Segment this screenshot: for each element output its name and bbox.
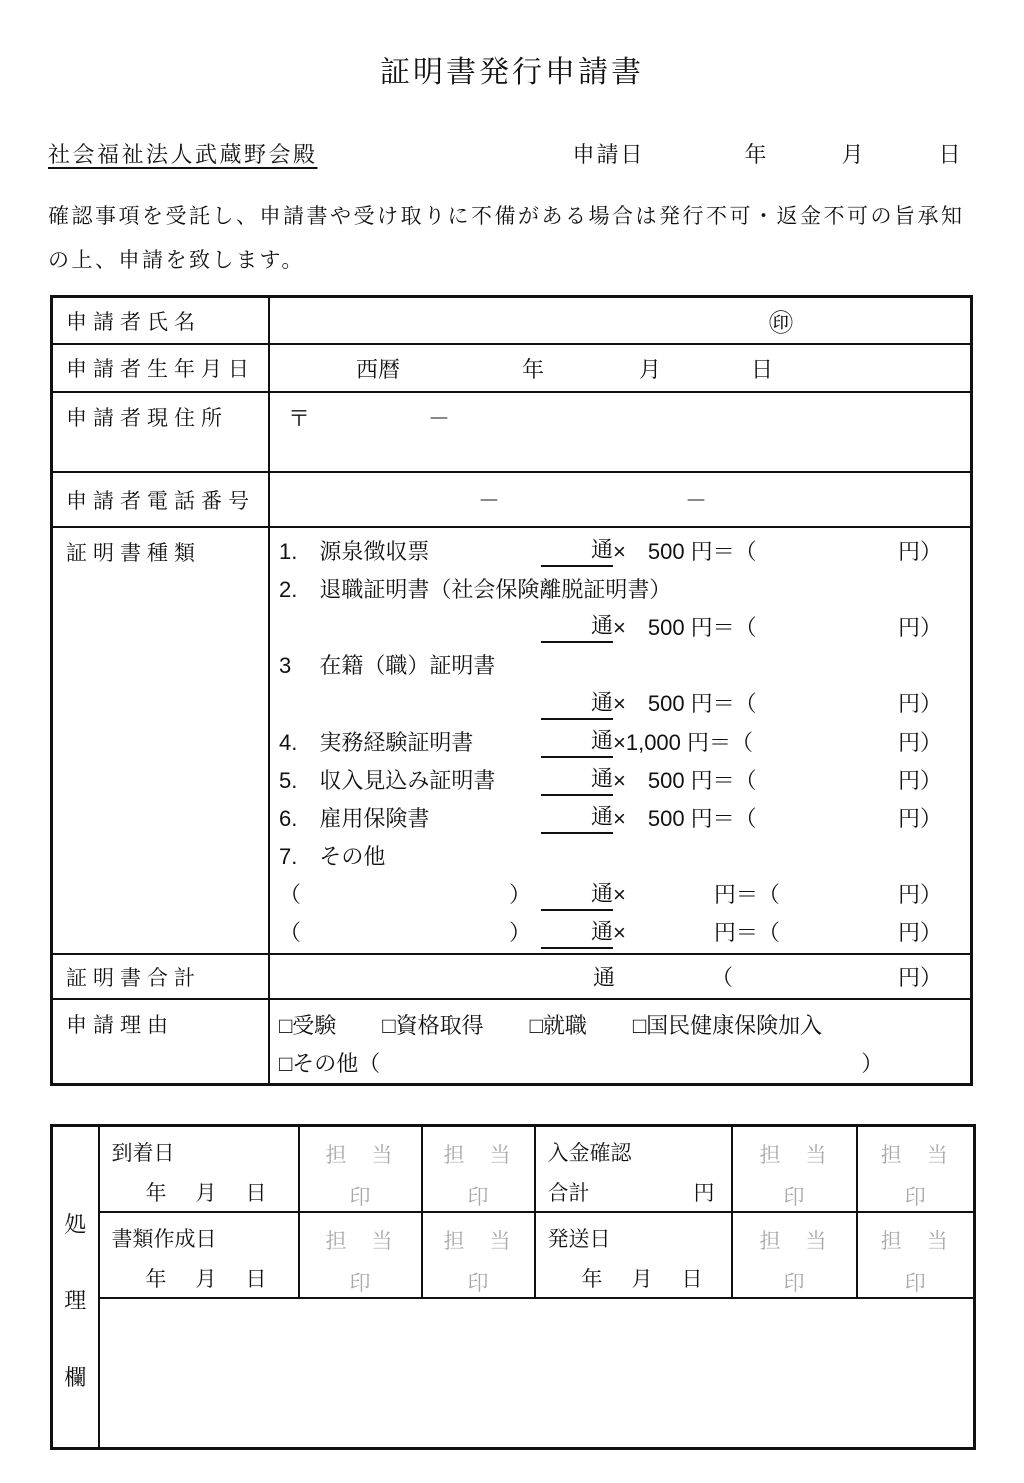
multiplier-text: × 500 円＝（ [613, 614, 757, 640]
multiplier-text: ×1,000 円＝（ [613, 729, 754, 755]
processing-row-2 [52, 1212, 975, 1298]
birth-year-label: 年 [522, 356, 545, 382]
cert-line-2 [279, 569, 970, 607]
staff-label: 担 当 [880, 1230, 950, 1253]
processing-side-label [53, 1137, 98, 1437]
side-char-2: 理 [64, 1288, 87, 1314]
row-certificate-types [53, 526, 970, 953]
row-phone [53, 471, 970, 526]
staff-label: 担 当 [443, 1144, 513, 1167]
multiplier-text: × 500 円＝（ [613, 767, 757, 793]
other-name-parens [279, 878, 541, 909]
copies-underline-field: 通 [541, 762, 613, 796]
staff-label: 担 当 [880, 1144, 950, 1167]
staff-label: 担 当 [759, 1230, 829, 1253]
phone-label: 申請者電話番号 [53, 473, 270, 526]
yen-close: 円） [897, 882, 942, 908]
yen-close: 円） [897, 614, 942, 640]
apply-date-month-label: 月 [841, 142, 864, 167]
apply-date-label: 申請日 [572, 142, 645, 167]
birth-date-label: 申請者生年月日 [53, 345, 270, 391]
staff-stamp-cell [299, 1126, 422, 1213]
cert-line-1 [279, 531, 970, 569]
cert-line-4 [279, 722, 970, 760]
applicant-name-field [270, 298, 970, 343]
copies-underline-field: 通 [541, 915, 613, 949]
applicant-name-label: 申請者氏名 [53, 298, 270, 343]
total-copies-unit: 通 [593, 965, 616, 990]
processing-row-3 [52, 1298, 975, 1448]
page-title: 証明書発行申請書 [380, 56, 644, 89]
other-name-parens [279, 916, 541, 947]
staff-label: 担 当 [443, 1230, 513, 1253]
postal-mark: 〒 [288, 406, 311, 431]
ship-date-blanks: 年 月 日 [581, 1268, 707, 1291]
multiplier-text: × 500 円＝（ [613, 805, 757, 831]
copies-underline-field: 通 [541, 724, 613, 758]
certificate-types-label: 証明書種類 [53, 528, 270, 953]
copies-underline-field: 通 [541, 533, 613, 567]
cert-line-3 [279, 646, 970, 684]
processing-row-1 [52, 1126, 975, 1213]
copies-underline-field: 通 [541, 877, 613, 911]
arrival-date-label: 到着日 [111, 1142, 175, 1165]
stamp-label: 印 [349, 1186, 371, 1209]
checkbox-option-qualification: □資格取得 [382, 1012, 484, 1038]
row-certificate-total [53, 953, 970, 998]
checkbox-option-health-insurance: □国民健康保険加入 [632, 1012, 823, 1038]
payment-total-label: 合計 [547, 1182, 590, 1205]
other-close-paren: ） [861, 1050, 884, 1076]
phone-dash-1: － [478, 488, 501, 513]
row-application-reason [53, 998, 970, 1083]
stamp-label: 印 [783, 1186, 805, 1209]
apply-date-year-label: 年 [744, 142, 767, 167]
yen-close: 円） [897, 805, 942, 831]
staff-label: 担 当 [325, 1230, 395, 1253]
side-char-3: 欄 [64, 1364, 87, 1390]
multiplier-text: × 500 円＝（ [613, 538, 757, 564]
arrival-date-blanks: 年 月 日 [145, 1182, 271, 1205]
staff-stamp-cell [422, 1126, 535, 1213]
birth-month-label: 月 [639, 356, 662, 382]
multiplier-text: × 円＝（ [613, 920, 780, 946]
side-char-1: 処 [64, 1212, 87, 1237]
stamp-label: 印 [467, 1186, 489, 1209]
row-applicant-name [53, 298, 970, 343]
document-created-cell [99, 1212, 299, 1298]
staff-stamp-cell [732, 1126, 857, 1213]
address-field [270, 393, 970, 471]
cert-item-name: 6. 雇用保険書 [279, 805, 430, 831]
stamp-label: 印 [467, 1272, 489, 1295]
payment-confirm-cell [535, 1126, 732, 1213]
arrival-date-cell [99, 1126, 299, 1213]
address-label: 申請者現住所 [53, 393, 270, 471]
certificate-total-field [270, 955, 970, 998]
application-reason-field [270, 1000, 970, 1083]
stamp-label: 印 [904, 1186, 926, 1209]
open-paren: （ [279, 920, 302, 946]
checkbox-option-exam: □受験 [279, 1012, 337, 1038]
cert-item-name: 1. 源泉徴収票 [279, 538, 430, 564]
copies-underline-field: 通 [541, 800, 613, 834]
staff-stamp-cell [732, 1212, 857, 1298]
checkbox-option-other: □その他（ [279, 1050, 381, 1076]
open-paren: （ [279, 882, 302, 908]
cert-line-2b [279, 607, 970, 645]
staff-label: 担 当 [759, 1144, 829, 1167]
notice-paragraph: 確認事項を受託し、申請書や受け取りに不備がある場合は発行不可・返金不可の旨承知の上、申請を致します。 [48, 205, 965, 272]
yen-close: 円） [897, 767, 942, 793]
yen-close: 円） [897, 691, 942, 717]
cert-item-name: 3 在籍（職）証明書 [279, 653, 496, 679]
copies-underline-field: 通 [541, 609, 613, 643]
staff-stamp-cell [299, 1212, 422, 1298]
row-address [53, 391, 970, 471]
cert-line-6 [279, 798, 970, 836]
total-yen-close: 円） [897, 965, 942, 990]
multiplier-text: × 500 円＝（ [613, 691, 757, 717]
seal-mark: ㊞ [769, 310, 793, 337]
processing-notes-area [99, 1298, 975, 1448]
close-paren: ） [508, 920, 531, 946]
document-created-label: 書類作成日 [111, 1228, 217, 1251]
staff-stamp-cell [857, 1126, 975, 1213]
birth-day-label: 日 [751, 356, 774, 382]
cert-item-name: 7. その他 [279, 844, 386, 870]
certificate-types-list [270, 528, 970, 953]
staff-stamp-cell [857, 1212, 975, 1298]
application-reason-label: 申請理由 [53, 1000, 270, 1083]
postal-dash: － [428, 406, 451, 431]
birth-date-field [270, 345, 970, 391]
total-open-paren: （ [711, 965, 734, 990]
cert-line-other-1 [279, 875, 970, 913]
phone-field [270, 473, 970, 526]
birth-era-label: 西暦 [356, 356, 401, 382]
phone-dash-2: － [685, 488, 708, 513]
close-paren: ） [508, 882, 531, 908]
stamp-label: 印 [783, 1272, 805, 1295]
payment-total-line [548, 1177, 715, 1207]
document-created-blanks: 年 月 日 [145, 1268, 271, 1291]
copies-underline-field: 通 [541, 686, 613, 720]
cert-line-5 [279, 760, 970, 798]
processing-side-header [52, 1126, 99, 1449]
header-row [48, 138, 972, 169]
staff-stamp-cell [422, 1212, 535, 1298]
reason-other-line [279, 1043, 970, 1081]
apply-date-day-label: 日 [938, 142, 961, 167]
checkbox-option-employment: □就職 [529, 1012, 587, 1038]
processing-table [50, 1124, 976, 1450]
yen-close: 円） [897, 538, 942, 564]
stamp-label: 印 [349, 1272, 371, 1295]
addressee-name: 社会福祉法人武蔵野会殿 [48, 142, 318, 167]
stamp-label: 印 [904, 1272, 926, 1295]
cert-item-name: 2. 退職証明書（社会保険離脱証明書） [279, 576, 672, 602]
application-table [50, 295, 973, 1086]
cert-line-3b [279, 684, 970, 722]
row-birth-date [53, 343, 970, 391]
cert-line-7 [279, 837, 970, 875]
yen-close: 円） [897, 920, 942, 946]
multiplier-text: × 円＝（ [613, 882, 780, 908]
ship-date-cell [535, 1212, 732, 1298]
cert-item-name: 5. 収入見込み証明書 [279, 767, 496, 793]
yen-close: 円） [897, 729, 942, 755]
reason-options-line [279, 1005, 970, 1043]
payment-yen-label: 円 [693, 1182, 715, 1205]
cert-item-name: 4. 実務経験証明書 [279, 729, 474, 755]
payment-confirm-label: 入金確認 [547, 1142, 632, 1165]
ship-date-label: 発送日 [547, 1228, 611, 1251]
certificate-total-label: 証明書合計 [53, 955, 270, 998]
cert-line-other-2 [279, 913, 970, 951]
staff-label: 担 当 [325, 1144, 395, 1167]
